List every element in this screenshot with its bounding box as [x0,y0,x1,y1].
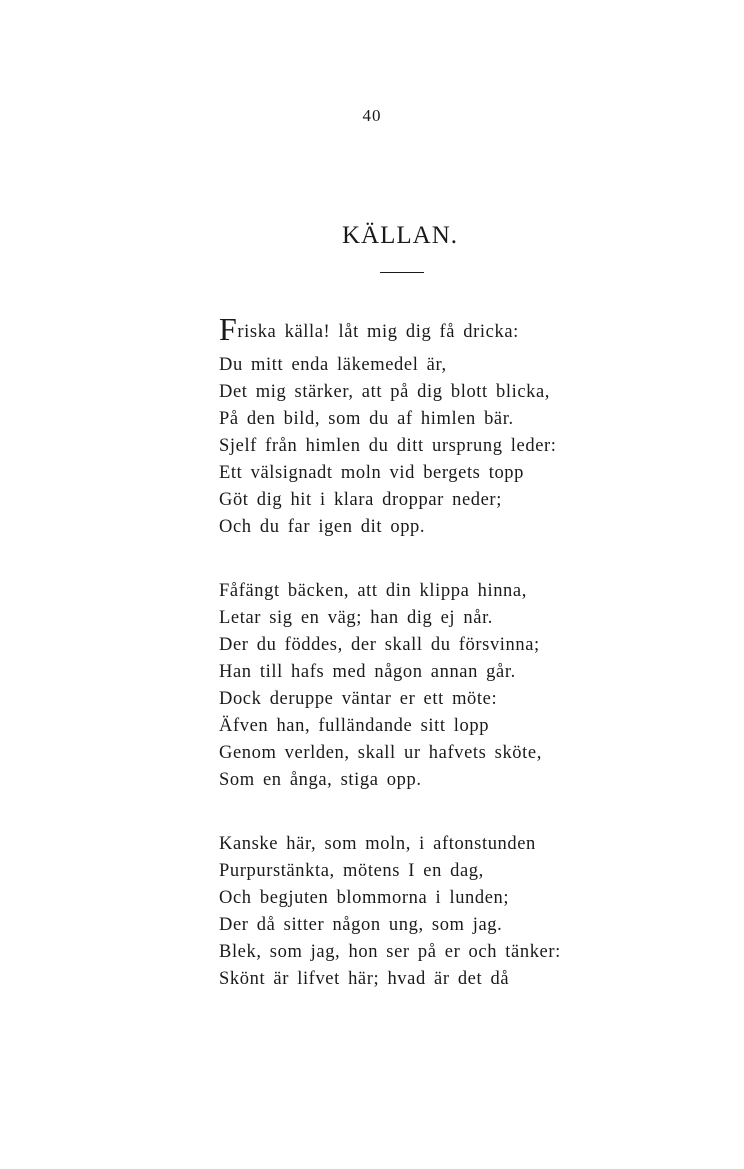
poem-line: Letar sig en väg; han dig ej når. [219,608,494,628]
poem-line: Der du föddes, der skall du försvinna; [219,635,540,655]
poem-line: Ett välsignadt moln vid bergets topp [219,463,524,483]
poem-title: KÄLLAN. [341,222,458,249]
poem-line [219,313,519,345]
drop-cap: F [219,311,238,347]
poem-line: Blek, som jag, hon ser på er och tänker: [219,942,561,962]
poem-line: Fåfängt bäcken, att din klippa hinna, [219,581,527,601]
poem-line: Dock deruppe väntar er ett möte: [219,689,498,709]
poem-line: Du mitt enda läkemedel är, [219,355,447,375]
poem-line: Kanske här, som moln, i aftonstunden [219,834,536,854]
title-divider [380,272,424,273]
poem-line: Han till hafs med någon annan går. [219,662,516,682]
poem-line: Och begjuten blommorna i lunden; [219,888,510,908]
poem-line: Der då sitter någon ung, som jag. [219,915,503,935]
poem-line: Göt dig hit i klara droppar neder; [219,490,502,510]
poem-line: På den bild, som du af himlen bär. [219,409,514,429]
page-number: 40 [362,106,382,125]
poem-line: Äfven han, fulländande sitt lopp [219,716,490,736]
poem-line-text: riska källa! låt mig dig få dricka: [237,322,519,342]
poem-line: Det mig stärker, att på dig blott blicka, [219,382,551,402]
poem-line: Purpurstänkta, mötens I en dag, [219,861,484,881]
poem-line: Som en ånga, stiga opp. [219,770,422,790]
poem-line: Genom verlden, skall ur hafvets sköte, [219,743,542,763]
poem-line: Sjelf från himlen du ditt ursprung leder: [219,436,557,456]
poem-line: Skönt är lifvet här; hvad är det då [219,969,510,989]
poem-line: Och du far igen dit opp. [219,517,426,537]
